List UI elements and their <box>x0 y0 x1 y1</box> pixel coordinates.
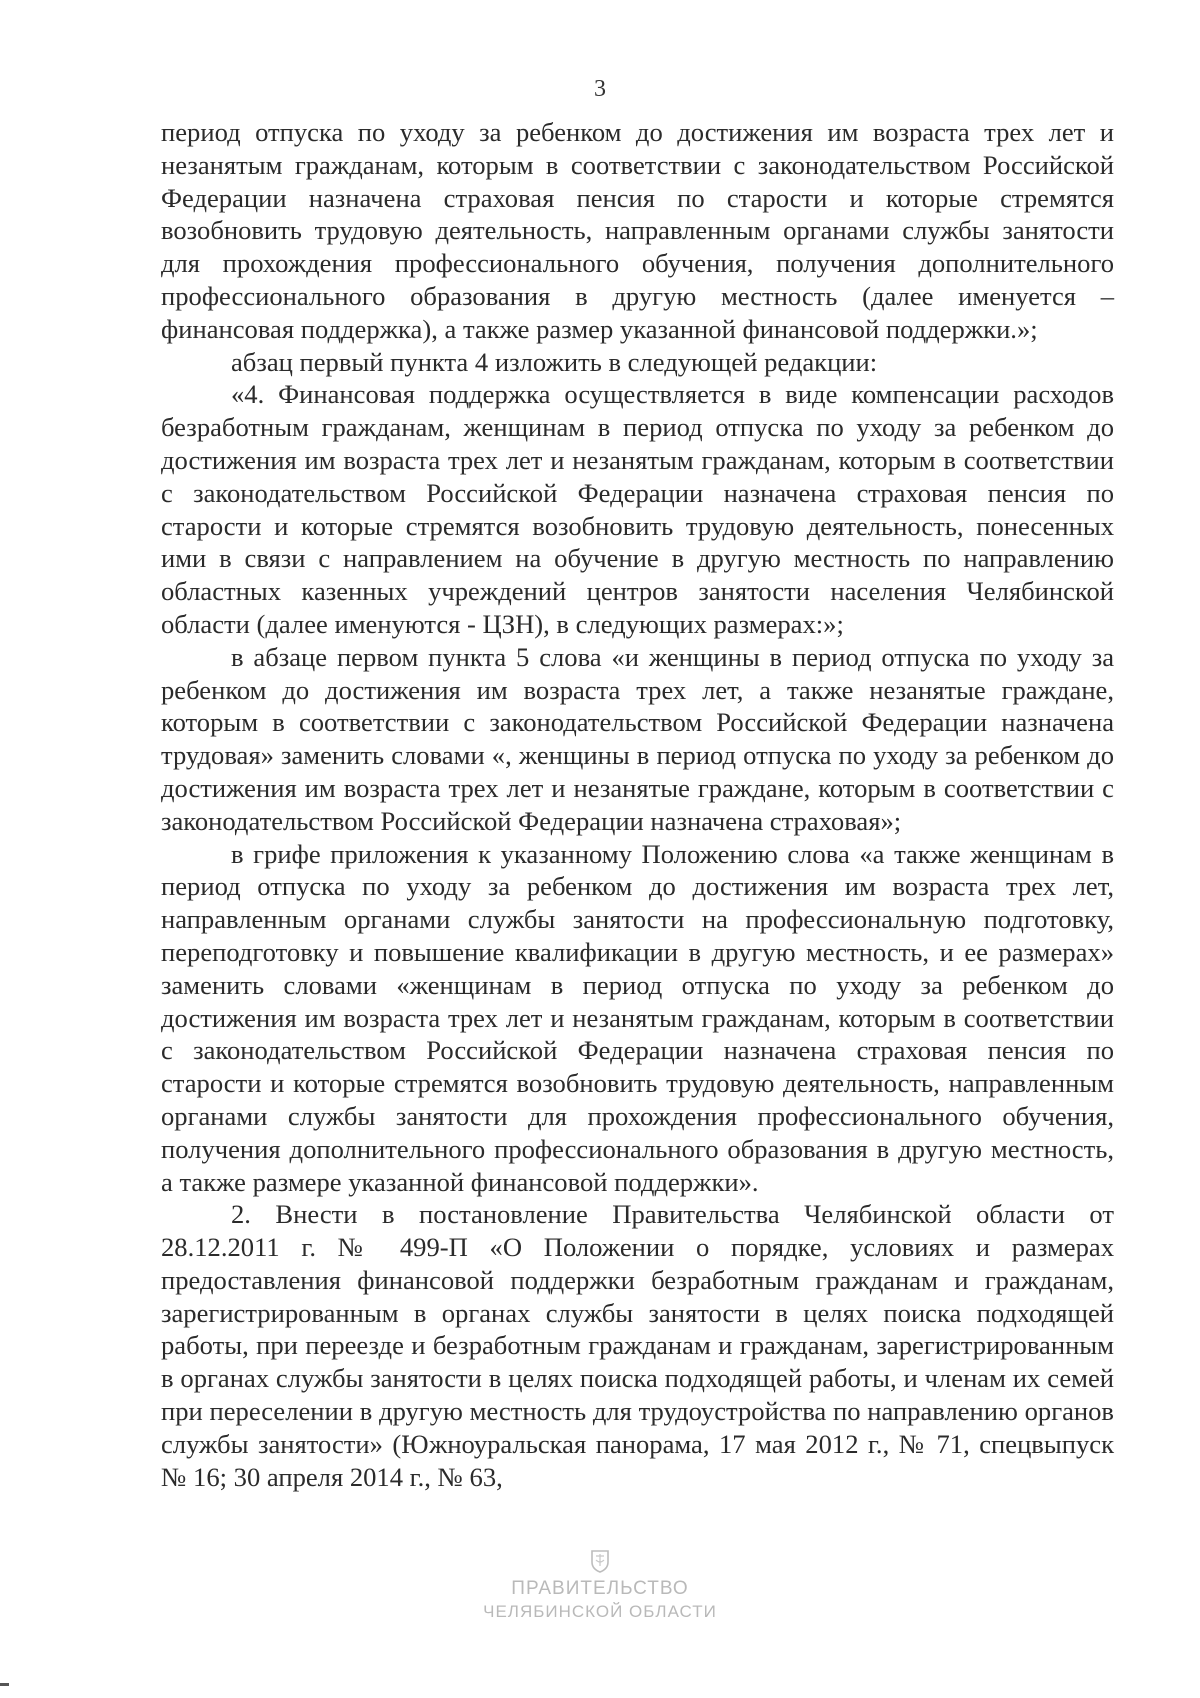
paragraph-3: «4. Финансовая поддержка осуществляется в виде компенсации расходов безработным гражданам, женщинам в период отпуска по уходу за ребенком до достижения им возраста трех лет и незанятым гражданам, которым в соответствии с законодательством Российской Федерации назначена страховая пенсия по старости и которые стремятся возобновить трудовую деятельность, понесенных ими в связи с направлением на обучение в другую местность по направлению областных казенных учреждений центров занятости населения Челябинской области (далее именуются - ЦЗН), в следующих размерах:»; <box>161 379 1114 639</box>
stamp-line-2: ЧЕЛЯБИНСКОЙ ОБЛАСТИ <box>483 1602 717 1621</box>
paragraph-1: период отпуска по уходу за ребенком до достижения им возраста трех лет и незанятым гражданам, которым в соответствии с законодательством Российской Федерации назначена страховая пенсия по старости и которые стремятся возобновить трудовую деятельность, направленным органами службы занятости для прохождения профессионального обучения, получения дополнительного профессионального образования в другую местность (далее именуется – финансовая поддержка), а также размер указанной финансовой поддержки.»; <box>161 117 1114 344</box>
scan-edge-mark <box>0 1683 9 1686</box>
stamp-line-1: ПРАВИТЕЛЬСТВО <box>511 1578 689 1599</box>
paragraph-2: абзац первый пункта 4 изложить в следующей редакции: <box>231 346 878 377</box>
paragraph-4: в абзаце первом пункта 5 слова «и женщины в период отпуска по уходу за ребенком до достижения им возраста трех лет, а также незанятые граждане, которым в соответствии с законодательством Российской Федерации назначена трудовая» заменить словами «, женщины в период отпуска по уходу за ребенком до достижения им возраста трех лет и незанятые граждане, которым в соответствии с законодательством Российской Федерации назначена страховая»; <box>161 641 1114 836</box>
document-body <box>161 116 1114 1493</box>
government-stamp <box>450 1548 750 1622</box>
paragraph-5: в грифе приложения к указанному Положению слова «а также женщинам в период отпуска по уходу за ребенком до достижения им возраста трех лет, направленным органами службы занятости на профессиональную подготовку, переподготовку и повышение квалификации в другую местность, и ее размерах» заменить словами «женщинам в период отпуска по уходу за ребенком до достижения им возраста трех лет и незанятым гражданам, которым в соответствии с законодательством Российской Федерации назначена страховая пенсия по старости и которые стремятся возобновить трудовую деятельность, направленным органами службы занятости для прохождения профессионального обучения, получения дополнительного профессионального образования в другую местность, а также размере указанной финансовой поддержки». <box>161 838 1114 1197</box>
page-number: 3 <box>594 76 606 102</box>
coat-of-arms-icon <box>589 1548 611 1574</box>
paragraph-6: 2. Внести в постановление Правительства Челябинской области от 28.12.2011 г. № 499-П «О Положении о порядке, условиях и размерах предоставления финансовой поддержки безработным гражданам и гражданам, зарегистрированным в органах службы занятости в целях поиска подходящей работы, при переезде и безработным гражданам и гражданам, зарегистрированным в органах службы занятости в целях поиска подходящей работы, и членам их семей при переселении в другую местность для трудоустройства по направлению органов службы занятости» (Южноуральская панорама, 17 мая 2012 г., № 71, спецвыпуск № 16; 30 апреля 2014 г., № 63, <box>161 1199 1114 1492</box>
